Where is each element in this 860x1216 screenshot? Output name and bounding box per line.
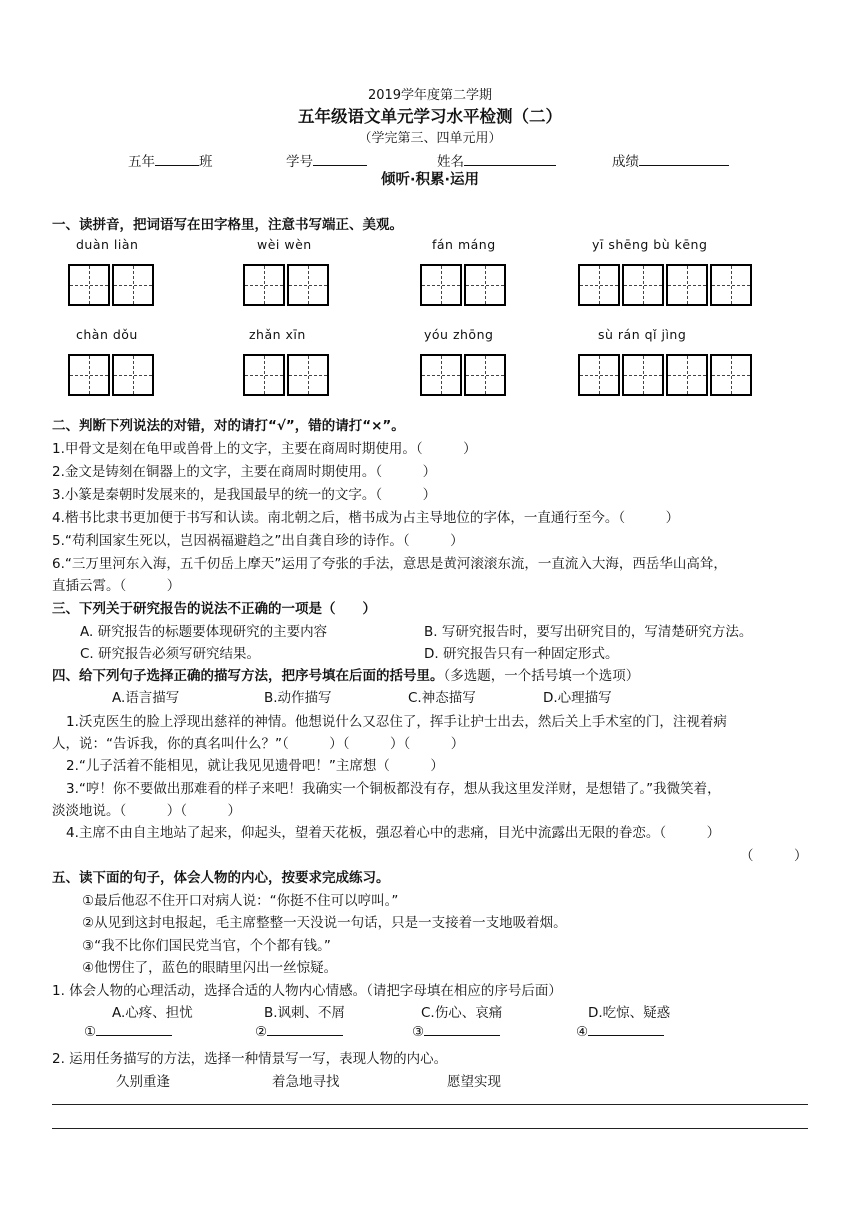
number-blank[interactable] (313, 165, 367, 166)
q5-task2-option: 着急地寻找 (272, 1074, 340, 1090)
score-field[interactable] (612, 150, 729, 170)
tianzige-cell[interactable] (464, 354, 506, 396)
answer-blank-4[interactable] (576, 1024, 664, 1040)
q3-option: C. 研究报告必须写研究结果。 (80, 646, 261, 662)
q5-task2-option: 愿望实现 (447, 1074, 501, 1090)
pinyin-label: duàn liàn (76, 237, 139, 252)
tianzige-cell[interactable] (287, 354, 329, 396)
q4-option: A.语言描写 (112, 690, 180, 706)
q5-task2: 2. 运用任务描写的方法，选择一种情景写一写，表现人物的内心。 (52, 1051, 448, 1067)
q5-sentence: ③“我不比你们国民党当官，个个都有钱。” (82, 938, 331, 954)
q5-heading: 五、读下面的句子，体会人物的内心，按要求完成练习。 (52, 870, 390, 886)
tianzige-cell[interactable] (710, 264, 752, 306)
pinyin-label: yóu zhōng (424, 327, 494, 342)
q4-heading-row (52, 664, 639, 684)
tianzige-cell[interactable] (578, 264, 620, 306)
tianzige-grid[interactable] (420, 354, 508, 396)
tianzige-grid[interactable] (420, 264, 508, 306)
q2-item: 3.小篆是秦朝时发展来的，是我国最早的统一的文字。（ ） (52, 487, 437, 503)
tianzige-cell[interactable] (243, 264, 285, 306)
q3-option: B. 写研究报告时，要写出研究目的，写清楚研究方法。 (424, 624, 753, 640)
q4-line: 1.沃克医生的脸上浮现出慈祥的神情。他想说什么又忍住了，挥手让护士出去，然后关上手术室的门，注视着病 (66, 714, 727, 730)
q4-option: C.神态描写 (408, 690, 476, 706)
q5-task2-option: 久别重逢 (116, 1074, 170, 1090)
score-blank[interactable] (639, 165, 729, 166)
class-field[interactable] (128, 150, 213, 170)
tianzige-cell[interactable] (68, 354, 110, 396)
q2-item: 6.“三万里河东入海，五千仞岳上摩天”运用了夸张的手法，意思是黄河滚滚东流，一直流入大海，西岳华山高耸， (52, 556, 727, 572)
q3-option: D. 研究报告只有一种固定形式。 (424, 646, 619, 662)
q2-item: 2.金文是铸刻在铜器上的文字，主要在商周时期使用。（ ） (52, 464, 437, 480)
pinyin-label: yī shēng bù kēng (592, 237, 708, 252)
q4-line: 淡淡地说。（ ）（ ） (52, 803, 241, 819)
q5-sentence: ④他愣住了，蓝色的眼睛里闪出一丝惊疑。 (82, 960, 338, 976)
q5-task1-option: B.讽刺、不屑 (264, 1005, 346, 1021)
pinyin-label: zhǎn xīn (249, 327, 306, 342)
tianzige-grid[interactable] (578, 264, 754, 306)
q4-line: （ ） (740, 848, 808, 864)
tianzige-grid[interactable] (243, 264, 331, 306)
tianzige-cell[interactable] (112, 354, 154, 396)
class-blank[interactable] (155, 165, 199, 166)
tianzige-grid[interactable] (68, 264, 156, 306)
tianzige-cell[interactable] (622, 354, 664, 396)
blank-number: ① (84, 1024, 97, 1040)
answer-blank-line[interactable] (96, 1035, 172, 1036)
pinyin-label: sù rán qǐ jìng (598, 327, 687, 342)
blank-number: ② (255, 1024, 268, 1040)
tianzige-cell[interactable] (243, 354, 285, 396)
answer-blank-line[interactable] (267, 1035, 343, 1036)
q2-heading: 二、判断下列说法的对错，对的请打“√”，错的请打“×”。 (52, 418, 405, 434)
q5-task1-option: A.心疼、担忧 (112, 1005, 193, 1021)
writing-line[interactable] (52, 1128, 808, 1129)
q4-option: D.心理描写 (543, 690, 612, 706)
blank-number: ④ (576, 1024, 589, 1040)
q4-line: 人，说：“告诉我，你的真名叫什么？”（ ）（ ）（ ） (52, 736, 465, 752)
q4-line: 4.主席不由自主地站了起来，仰起头，望着天花板，强忍着心中的悲痛，目光中流露出无限的眷恋。（ ） (66, 825, 721, 841)
q2-item: 5.“苟利国家生死以，岂因祸福避趋之”出自龚自珍的诗作。（ ） (52, 533, 464, 549)
q4-line: 2.“儿子活着不能相见，就让我见见遗骨吧！”主席想（ ） (66, 758, 444, 774)
tianzige-cell[interactable] (420, 264, 462, 306)
pinyin-label: chàn dǒu (76, 327, 138, 342)
answer-blank-line[interactable] (424, 1035, 500, 1036)
tianzige-cell[interactable] (287, 264, 329, 306)
student-number-field[interactable] (286, 150, 367, 170)
number-label: 学号 (286, 154, 313, 170)
tianzige-cell[interactable] (112, 264, 154, 306)
q5-task1-option: D.吃惊、疑惑 (588, 1005, 671, 1021)
tianzige-cell[interactable] (666, 264, 708, 306)
answer-blank-2[interactable] (255, 1024, 343, 1040)
tianzige-cell[interactable] (68, 264, 110, 306)
tianzige-cell[interactable] (464, 264, 506, 306)
name-label: 姓名 (437, 154, 464, 170)
tianzige-cell[interactable] (710, 354, 752, 396)
writing-line[interactable] (52, 1104, 808, 1105)
q5-task1-option: C.伤心、哀痛 (421, 1005, 503, 1021)
q2-item: 直插云霄。（ ） (52, 578, 181, 594)
tianzige-cell[interactable] (578, 354, 620, 396)
q5-sentence: ①最后他忍不住开口对病人说：“你挺不住可以哼叫。” (82, 893, 399, 909)
answer-blank-line[interactable] (588, 1035, 664, 1036)
q5-sentence: ②从见到这封电报起，毛主席整整一天没说一句话，只是一支接着一支地吸着烟。 (82, 915, 567, 931)
blank-number: ③ (412, 1024, 425, 1040)
tianzige-cell[interactable] (420, 354, 462, 396)
class-suffix: 班 (199, 154, 213, 170)
tianzige-grid[interactable] (243, 354, 331, 396)
q4-heading: 四、给下列句子选择正确的描写方法，把序号填在后面的括号里。 (52, 668, 444, 684)
q1-heading: 一、读拼音，把词语写在田字格里，注意书写端正、美观。 (52, 217, 403, 233)
q4-option: B.动作描写 (264, 690, 332, 706)
school-year: 2019学年度第二学期 (367, 88, 493, 103)
q3-heading: 三、下列关于研究报告的说法不正确的一项是（ ） (52, 601, 376, 617)
section-title: 倾听·积累·运用 (380, 172, 480, 188)
name-field[interactable] (437, 150, 556, 170)
exam-title: 五年级语文单元学习水平检测（二） (298, 107, 562, 126)
tianzige-grid[interactable] (68, 354, 156, 396)
name-blank[interactable] (464, 165, 556, 166)
tianzige-cell[interactable] (666, 354, 708, 396)
q3-option: A. 研究报告的标题要体现研究的主要内容 (80, 624, 328, 640)
answer-blank-3[interactable] (412, 1024, 500, 1040)
q5-task1: 1. 体会人物的心理活动，选择合适的人物内心情感。（请把字母填在相应的序号后面） (52, 983, 562, 999)
q4-heading-note: （多选题，一个括号填一个选项） (443, 668, 640, 684)
pinyin-label: fán máng (432, 237, 496, 252)
tianzige-cell[interactable] (622, 264, 664, 306)
q4-line: 3.“哼！你不要做出那难看的样子来吧！我确实一个铜板都没有存，想从我这里发洋财，是想错了。”我微笑着， (66, 781, 721, 797)
tianzige-grid[interactable] (578, 354, 754, 396)
exam-subtitle: （学完第三、四单元用） (358, 131, 502, 146)
class-label: 五年 (128, 154, 155, 170)
q2-item: 4.楷书比隶书更加便于书写和认读。南北朝之后，楷书成为占主导地位的字体，一直通行至今。（ ） (52, 510, 680, 526)
score-label: 成绩 (612, 154, 639, 170)
q2-item: 1.甲骨文是刻在龟甲或兽骨上的文字，主要在商周时期使用。（ ） (52, 441, 477, 457)
answer-blank-1[interactable] (84, 1024, 172, 1040)
pinyin-label: wèi wèn (257, 237, 312, 252)
